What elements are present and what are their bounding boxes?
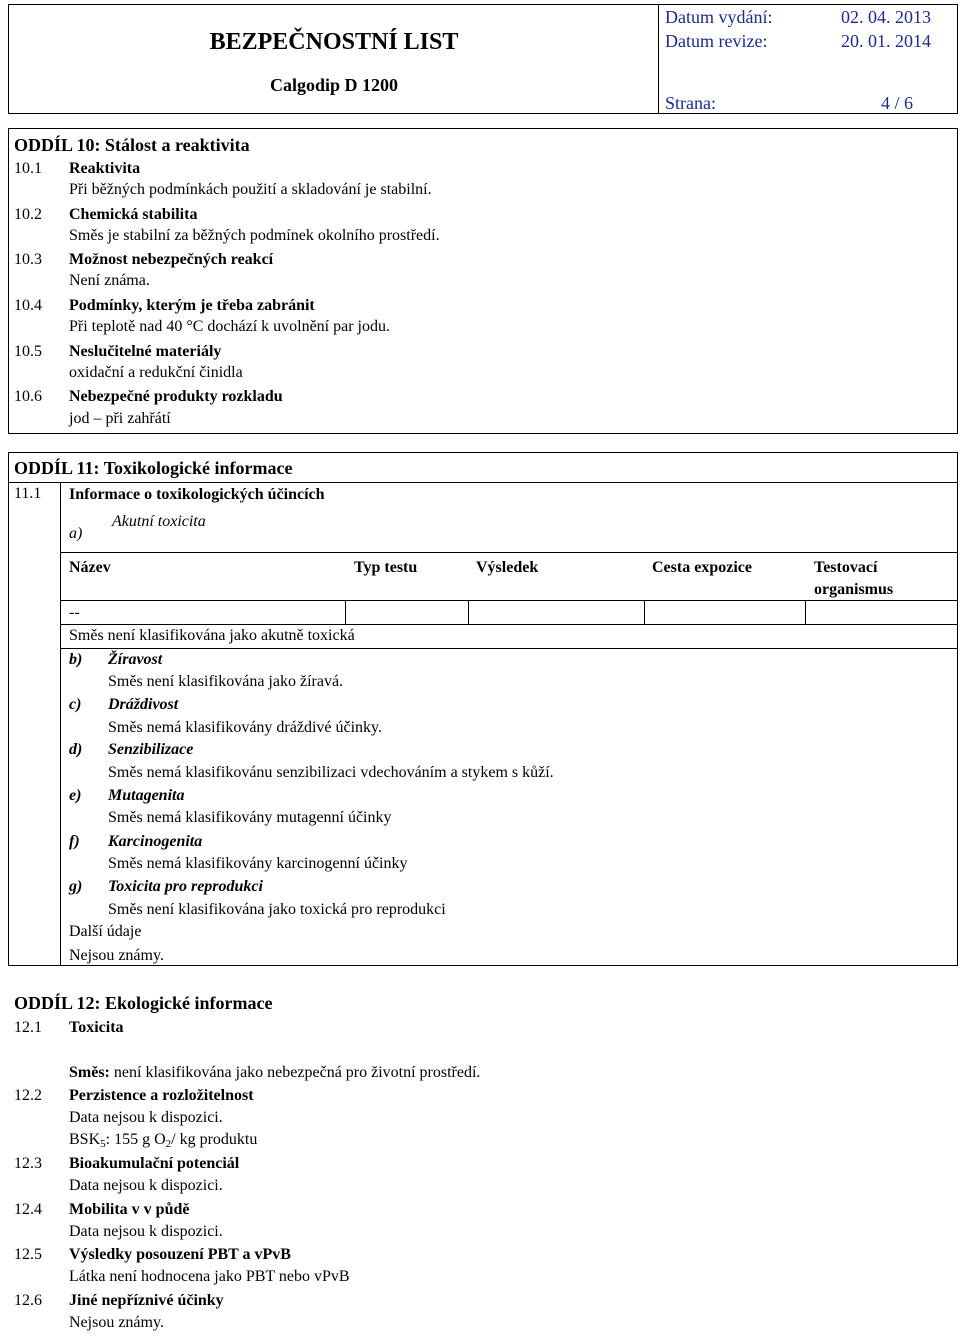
subsection-c-title: Dráždivost: [108, 696, 179, 713]
item-11-1-heading: Informace o toxikologických účincích: [69, 486, 325, 503]
subsection-g-letter: g): [69, 878, 83, 895]
other-data-label: Další údaje: [69, 923, 142, 940]
divider: [60, 624, 958, 625]
table-header-name: Název: [69, 559, 111, 576]
table-note: Směs není klasifikována jako akutně toxická: [69, 627, 355, 644]
item-12-3-number: 12.3: [14, 1155, 42, 1172]
revision-date-label: Datum revize:: [665, 31, 768, 51]
divider: [60, 600, 958, 601]
item-12-6-heading: Jiné nepříznivé účinky: [69, 1292, 224, 1309]
item-10-1-text: Při běžných podmínkách použití a skladování je stabilní.: [69, 181, 432, 198]
item-12-4-heading: Mobilita v v půdě: [69, 1201, 190, 1218]
item-10-1-heading: Reaktivita: [69, 160, 141, 177]
subsection-a-letter: a): [69, 525, 83, 542]
bod-subscript: 5: [100, 1138, 106, 1150]
divider: [805, 600, 806, 624]
table-header-test-organism-line2: organismus: [814, 581, 894, 598]
issue-date-value: 02. 04. 2013: [841, 7, 931, 27]
divider: [644, 600, 645, 624]
item-12-5-heading: Výsledky posouzení PBT a vPvB: [69, 1246, 291, 1263]
item-12-1-text-bold: Směs:: [69, 1064, 110, 1081]
item-12-4-text: Data nejsou k dispozici.: [69, 1223, 223, 1240]
item-12-6-text: Nejsou známy.: [69, 1314, 164, 1331]
item-11-1-number: 11.1: [14, 485, 42, 502]
item-10-4-text: Při teplotě nad 40 °C dochází k uvolnění par jodu.: [69, 318, 390, 335]
item-10-2-text: Směs je stabilní za běžných podmínek okolního prostředí.: [69, 227, 440, 244]
item-10-2-number: 10.2: [14, 206, 42, 223]
item-10-6-text: jod – při zahřátí: [69, 410, 171, 427]
item-12-3-heading: Bioakumulační potenciál: [69, 1155, 240, 1172]
subsection-f-text: Směs nemá klasifikovány karcinogenní účinky: [108, 855, 408, 872]
item-10-6-heading: Nebezpečné produkty rozkladu: [69, 388, 283, 405]
subsection-f-title: Karcinogenita: [108, 833, 203, 850]
subsection-d-letter: d): [69, 741, 83, 758]
revision-date-value: 20. 01. 2014: [841, 31, 931, 51]
subsection-b-text: Směs není klasifikována jako žíravá.: [108, 673, 344, 690]
item-12-5-text: Látka není hodnocena jako PBT nebo vPvB: [69, 1268, 350, 1285]
section-12-title: ODDÍL 12: Ekologické informace: [14, 993, 273, 1013]
item-12-5-number: 12.5: [14, 1246, 42, 1263]
issue-date-label: Datum vydání:: [665, 7, 773, 27]
item-10-5-number: 10.5: [14, 343, 42, 360]
subsection-f-letter: f): [69, 833, 80, 850]
item-12-1-text: [69, 1064, 480, 1082]
subsection-g-text: Směs není klasifikována jako toxická pro reprodukci: [108, 901, 446, 918]
item-10-3-heading: Možnost nebezpečných reakcí: [69, 251, 274, 268]
subsection-d-text: Směs nemá klasifikovánu senzibilizaci vdechováním a stykem s kůží.: [108, 764, 554, 781]
item-12-2-text: Data nejsou k dispozici.: [69, 1109, 223, 1126]
item-12-1-heading: Toxicita: [69, 1019, 124, 1036]
subsection-d-title: Senzibilizace: [108, 741, 194, 758]
document-title: BEZPEČNOSTNÍ LIST: [209, 29, 459, 55]
subsection-e-letter: e): [69, 787, 82, 804]
item-12-2-heading: Perzistence a rozložitelnost: [69, 1087, 254, 1104]
divider: [345, 600, 346, 624]
table-header-test-organism: Testovací: [814, 559, 878, 576]
table-header-result: Výsledek: [476, 559, 539, 576]
table-header-exposure-route: Cesta expozice: [652, 559, 752, 576]
item-12-1-number: 12.1: [14, 1019, 42, 1036]
header-title-cell: [9, 5, 659, 113]
subsection-a-title: Akutní toxicita: [112, 513, 206, 530]
subsection-c-text: Směs nemá klasifikovány dráždivé účinky.: [108, 719, 382, 736]
item-10-6-number: 10.6: [14, 388, 42, 405]
subsection-b-title: Žíravost: [108, 651, 163, 668]
bod-value: [69, 1131, 257, 1151]
divider: [60, 552, 958, 553]
subsection-e-text: Směs nemá klasifikovány mutagenní účinky: [108, 809, 392, 826]
divider: [60, 482, 61, 966]
item-12-1-text-rest: není klasifikována jako nebezpečná pro životní prostředí.: [109, 1064, 481, 1081]
item-12-4-number: 12.4: [14, 1201, 42, 1218]
section-10-title: ODDÍL 10: Stálost a reaktivita: [14, 135, 250, 155]
item-10-2-heading: Chemická stabilita: [69, 206, 198, 223]
subsection-b-letter: b): [69, 651, 83, 668]
item-12-6-number: 12.6: [14, 1292, 42, 1309]
document-header: [8, 4, 958, 114]
item-10-3-text: Není známa.: [69, 272, 150, 289]
divider: [8, 482, 958, 483]
bod-amount: : 155 g O: [105, 1131, 166, 1148]
table-header-test-type: Typ testu: [354, 559, 418, 576]
divider: [468, 600, 469, 624]
section-11-title: ODDÍL 11: Toxikologické informace: [14, 458, 293, 478]
item-10-4-heading: Podmínky, kterým je třeba zabránit: [69, 297, 315, 314]
oxygen-subscript: 2: [165, 1138, 172, 1150]
page-number: 4 / 6: [881, 93, 914, 113]
subsection-c-letter: c): [69, 696, 82, 713]
item-10-1-number: 10.1: [14, 160, 42, 177]
item-10-4-number: 10.4: [14, 297, 42, 314]
bod-label: BSK: [69, 1131, 101, 1148]
item-12-2-number: 12.2: [14, 1087, 42, 1104]
item-12-3-text: Data nejsou k dispozici.: [69, 1177, 223, 1194]
item-10-5-text: oxidační a redukční činidla: [69, 364, 243, 381]
table-cell-name: --: [69, 604, 80, 621]
divider: [60, 648, 958, 649]
bod-unit: / kg produktu: [171, 1131, 258, 1148]
product-name: Calgodip D 1200: [269, 75, 399, 95]
subsection-e-title: Mutagenita: [108, 787, 185, 804]
item-10-3-number: 10.3: [14, 251, 42, 268]
page-label: Strana:: [665, 93, 716, 113]
other-data-text: Nejsou známy.: [69, 947, 164, 964]
item-10-5-heading: Neslučitelné materiály: [69, 343, 222, 360]
subsection-g-title: Toxicita pro reprodukci: [108, 878, 263, 895]
